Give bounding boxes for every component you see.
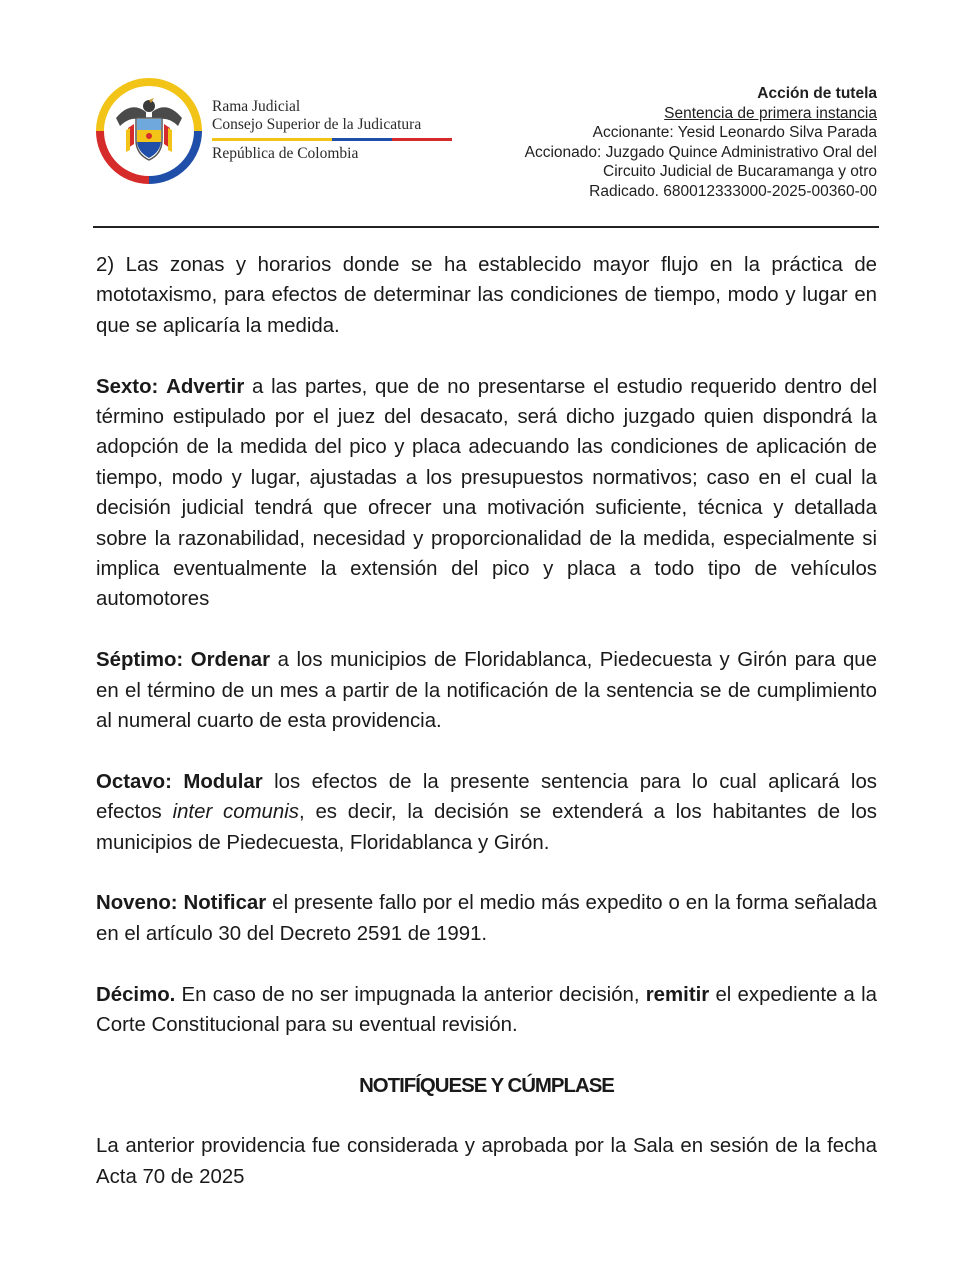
paragraph-octavo-italic: inter comunis <box>172 801 299 824</box>
closing-heading: NOTIFÍQUESE Y CÚMPLASE <box>359 1074 614 1097</box>
paragraph-decimo-text-a: En caso de no ser impugnada la anterior decisión, <box>175 983 646 1006</box>
paragraph-noveno-verb: Notificar <box>183 892 267 915</box>
paragraph-decimo-verb: remitir <box>645 983 710 1006</box>
paragraph-zonas-horarios: 2) Las zonas y horarios donde se ha establecido mayor flujo en la práctica de mototaxismo, para efectos de determinar las condiciones de tiempo, modo y lugar en que se aplicaría la medida. <box>96 254 877 337</box>
institution-council: Consejo Superior de la Judicatura <box>212 116 422 133</box>
case-subtitle: Sentencia de primera instancia <box>664 104 877 122</box>
case-radicado: Radicado. 680012333000-2025-00360-00 <box>589 182 877 200</box>
document-body <box>96 250 877 1222</box>
paragraph-final: La anterior providencia fue considerada y aprobada por la Sala en sesión de la fecha Acta 70 de 2025 <box>96 1135 877 1188</box>
paragraph-septimo-verb: Ordenar <box>190 649 271 672</box>
case-info-block <box>525 84 877 201</box>
case-accionado-line1: Accionado: Juzgado Quince Administrativo Oral del <box>524 143 877 161</box>
institution-country: República de Colombia <box>212 145 359 162</box>
paragraph-sexto-label: Sexto: <box>96 375 159 398</box>
rama-judicial-logo <box>96 78 202 184</box>
paragraph-septimo <box>96 645 877 736</box>
paragraph-octavo <box>96 767 877 858</box>
paragraph-decimo <box>96 980 877 1041</box>
institution-name: Rama Judicial <box>212 98 301 115</box>
paragraph-octavo-text-a: los efectos de la presente sentencia para lo cual aplicará los efectos <box>96 770 877 824</box>
case-accionado-line2: Circuito Judicial de Bucaramanga y otro <box>603 163 877 180</box>
paragraph-noveno-text: el presente fallo por el medio más expedito o en la forma señalada en el artículo 30 del Decreto 2591 de 1991. <box>96 892 877 945</box>
paragraph-sexto-verb: Advertir <box>166 375 245 398</box>
paragraph-noveno <box>96 888 877 949</box>
paragraph-decimo-label: Décimo. <box>96 983 176 1006</box>
paragraph-octavo-verb: Modular <box>183 770 263 793</box>
paragraph-sexto <box>96 372 877 615</box>
case-accionante: Accionante: Yesid Leonardo Silva Parada <box>592 124 877 141</box>
paragraph-decimo-text-b: el expediente a la Corte Constitucional para su eventual revisión. <box>96 983 878 1037</box>
header-divider <box>93 226 879 228</box>
paragraph-septimo-label: Séptimo: <box>96 649 184 672</box>
paragraph-octavo-text-b: , es decir, la decisión se extenderá a los habitantes de los municipios de Piedecuesta, Floridablanca y Girón. <box>96 801 877 854</box>
paragraph-septimo-text: a los municipios de Floridablanca, Piedecuesta y Girón para que en el término de un mes a partir de la notificación de la sentencia se de cumplimiento al numeral cuarto de esta providencia. <box>96 649 877 733</box>
paragraph-noveno-label: Noveno: <box>96 892 178 915</box>
case-title: Acción de tutela <box>757 85 877 102</box>
paragraph-octavo-label: Octavo: <box>96 770 172 793</box>
paragraph-sexto-text: a las partes, que de no presentarse el estudio requerido dentro del término estipulado por el juez del desacato, será dicho juzgado quien dispondrá la adopción de la medida del pico y placa adecuando las condiciones de aplicación de tiempo, modo y lugar, ajustadas a los presupuestos normativos; caso en el cual la decisión judicial tendrá que ofrecer una motivación suficiente, técnica y detallada sobre la razonabilidad, necesidad y proporcionalidad de la medida, especialmente si implica eventualmente la extensión del pico y placa a todo tipo de vehículos automotores <box>96 375 877 611</box>
institution-block <box>212 98 452 163</box>
tricolor-divider <box>212 138 452 141</box>
coat-of-arms-icon <box>96 78 202 184</box>
